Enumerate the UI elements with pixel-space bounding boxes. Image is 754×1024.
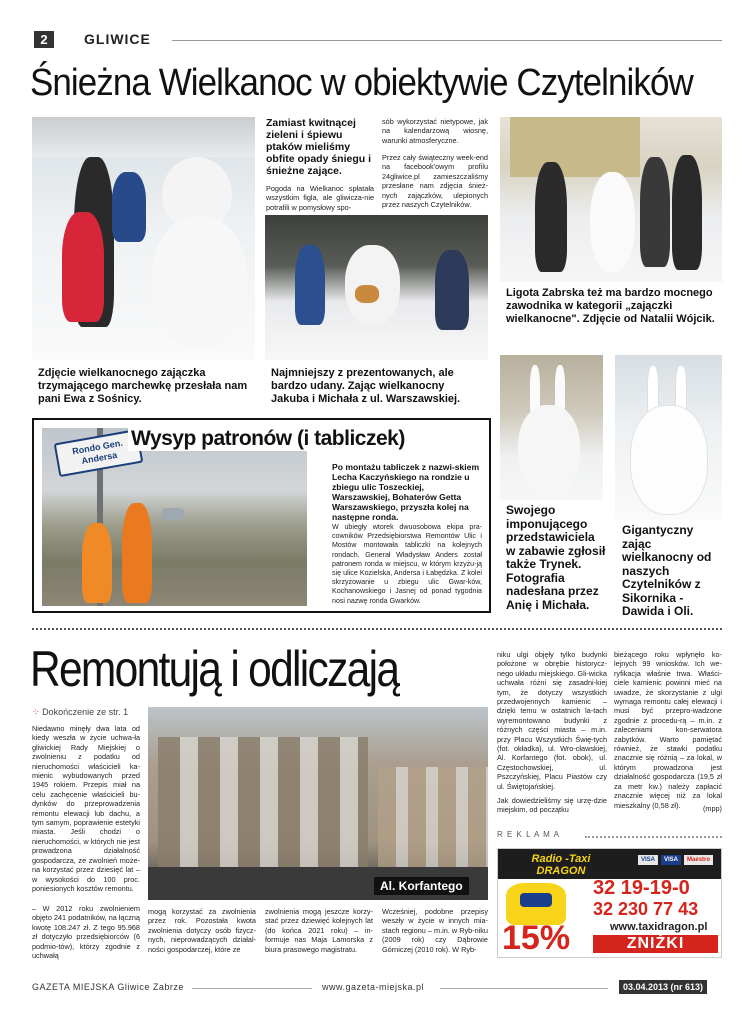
renovation-col5: niku ulgi objęły tylko budynki położone w obrębie historycz-nego układu miejskiego. Gli-wicka uchwała różni się zasadni-kiej tym, że dotyczy wszystkich przedwojennych kamienic – dzięki temu w ostatnich la-tach wyremontowano budynki z różnych części miasta – m.in. przy Placu Wszystkich Świę-tych (fot. okładka), ul. Wro-cławskiej, Al. Korfantego (fot. obok), ul. Częstochowskiej, ul. Pszczyńskiej, Placu Piastów czy ul. Świętojańskiej. — [497, 650, 607, 791]
renovation-col1b: – W 2012 roku zwolnieniem objęto 241 podatników, na łączną kwotę 108.247 zł. Z tego 95.968 zł dotyczyło przedsiębiorców (6 podmio-tów), którzy zgodnie z uchwałą — [32, 904, 140, 961]
ad-label: R E K L A M A — [497, 830, 560, 839]
photo-small-bunny — [265, 215, 488, 360]
footer-rule-right — [440, 988, 608, 989]
ad-discount: 15% — [502, 919, 571, 957]
section-separator — [32, 628, 722, 630]
article-body-3: Przez cały świąteczny week-end na facebook'owym profilu 24gliwice.pl zamieszczaliśmy przesłane nam zdjęcia śnież-nych zajączków, ulepionych przez naszych Czytelników. — [382, 153, 488, 210]
card-badge-3: Maestro — [684, 855, 713, 865]
article-body-2: sób wykorzystać nietypowe, jak na kalendarzową wiosnę, warunki atmosferyczne. — [382, 117, 488, 145]
patrons-headline: Wysyp patronów (i tabliczek) — [128, 427, 408, 451]
photo-family-bunny — [500, 117, 722, 282]
page-number: 2 — [34, 31, 54, 48]
renovation-col3b: zwolnienia mogą jeszcze korzy-stać przez dziewięć kolejnych lat (do końca 2021 roku) – in-formuje nas Maja Lamorska z biura prasowego magistratu. — [265, 907, 373, 954]
caption-natalia: Ligota Zabrska też ma bardzo mocnego zawodnika w kategorii „zajączki wielkanocne". Zdjęcie od Natalii Wójcik. — [506, 287, 715, 325]
footer-issue: 03.04.2013 (nr 613) — [619, 980, 707, 994]
article-lead: Zamiast kwitnącej zieleni i śpiewu ptaków mieliśmy obfite opady śniegu i śnieżne zające. — [266, 117, 372, 177]
ad-website: www.taxidragon.pl — [610, 921, 708, 933]
caption-dawida: Gigantyczny zając wielkanocny od naszych Czytelników z Sikornika - Dawida i Oli. — [622, 523, 712, 618]
renovation-col5b: Jak dowiedzieliśmy się urzę-dzie miejskim, od początku — [497, 796, 607, 815]
continued-from — [32, 707, 140, 718]
road-sign: Rondo Gen. Andersa — [54, 429, 144, 477]
photo-snow-bunny-carrot — [32, 117, 255, 360]
photo-korfantego — [148, 707, 488, 900]
caption-trynek: Swojego imponującego przedstawiciela w zabawie zgłosił także Trynek. Fotografia nadesłana przez Anię i Michała. — [506, 503, 606, 612]
photo-giant-bunny — [615, 355, 722, 520]
renovation-col6: bieżącego roku wpłynęło ko-lejnych 99 wniosków. Ich we-ryfikacja właśnie trwa. Właści-ciele kamienic powinni mieć na uwadze, że skorzystanie z ulgi wymaga remontu całej elewacji i musi być przepro-wadzone zgodnie z procedu-rą – m.in. z zaleceniami kon-serwatora zabytków. Warto pamiętać również, że stawki podatku znacznie się różnią – za lokal, w którym prowadzona jest działalność gospodarcza (19,5 zł za metr kw.) należy zapłacić znacznie więcej niż za lokal mieszkalny (0,58 zł). — [614, 650, 722, 810]
continued-label: Dokończenie ze str. 1 — [42, 707, 129, 717]
ad-phone1: 32 19-19-0 — [593, 877, 690, 899]
section-name: GLIWICE — [84, 31, 151, 47]
ad-phone2: 32 230 77 43 — [593, 899, 699, 919]
patrons-lead: Po montażu tabliczek z nazwi-skiem Lecha Kaczyńskiego na rondzie u zbiegu ulic Toszeckiej, Warszawskiej, Bohaterów Getta Warszawskiego, przyszła kolej na następne ronda. — [332, 462, 480, 522]
footer-publication: GAZETA MIEJSKA Gliwice Zabrze — [32, 982, 184, 992]
caption-jakub: Najmniejszy z prezentowanych, ale bardzo udany. Zając wielkanocny Jakuba i Michała z ul. Warszawskiej. — [271, 367, 461, 405]
ad-cards — [638, 855, 713, 865]
photo-caption-korfantego: Al. Korfantego — [374, 877, 469, 895]
headline-renovations: Remontują i odliczają — [30, 641, 399, 697]
renovation-col2b: mogą korzystać za zwolnienia przez rok. Pozostała kwota zwolnienia dotyczy osób fizycz-nych, nieprowadzących działal-ności gospodarczej, które ze — [148, 907, 256, 954]
headline-easter: Śnieżna Wielkanoc w obiektywie Czytelników — [30, 62, 693, 104]
ad-company: Radio -Taxi DRAGON — [531, 853, 591, 877]
continued-icon: ⁘ — [32, 707, 40, 717]
footer-rule-left — [192, 988, 312, 989]
photo-sign-workers — [42, 428, 307, 606]
taxi-ad[interactable] — [497, 848, 722, 958]
renovation-col4b: Wcześniej, podobne przepisy weszły w życie w innych mia-stach regionu – m.in. w Ryb-niku (2009 rok) czy Dąbrowie Górniczej (2010 rok). W Ryb- — [382, 907, 488, 954]
card-badge-2: VISA — [661, 855, 681, 865]
header-rule — [172, 40, 722, 41]
photo-bunny-trynek — [500, 355, 603, 500]
patrons-body: W ubiegły wtorek dwuosobowa ekipa pra-cowników Przedsiębiorstwa Remontów Ulic i Mostów montowała tabliczki na kolejnych rondach. Generał Władysław Anders został patronem ronda w miejscu, w którym krzyżu-ją się ulice Kozielska, Andersa i Łabędzka. Z kolei skrzyżowanie u zbiegu ulic Gwar-ków, Kochanowskiego i Jasnej od ponad tygodnia nosi nazwę ronda Gwarków. — [332, 523, 482, 605]
caption-ewa: Zdjęcie wielkanocnego zajączka trzymającego marchewkę przesłała nam pani Ewa z Sośnicy. — [38, 367, 248, 405]
article-body-1: Pogoda na Wielkanoc spłatała wszystkim figla, ale gliwicza-nie potrafili w pomysłowy spo- — [266, 184, 374, 212]
renovation-col1: Niedawno minęły dwa lata od kiedy weszła w życie uchwa-ła gliwickiej Rady Miejskiej o zwolnieniu z podatku od nieruchomości właścicieli ka-mienic wybudowanych przed 1945 rokiem. Przepis miał na celu zachęcenie właścicieli bu-dynków do przeprowadzenia remontu elewacji lub dachu, a tym samym, poprawienie estetyki miasta. Jeśli chodzi o nieruchomości, w których nie jest prowadzona działalność gospodarcza, ze zwolnień może-na korzystać przez dziesięć lat – w wysokości do 100 proc. poniesionych kosztów remontu. — [32, 724, 140, 893]
ad-discount-word: ZNIŻKI — [593, 935, 718, 953]
card-badge-1: VISA — [638, 855, 658, 865]
article-signature: (mpp) — [702, 804, 722, 813]
footer-website[interactable]: www.gazeta-miejska.pl — [322, 982, 425, 992]
ad-label-dots — [585, 836, 722, 838]
